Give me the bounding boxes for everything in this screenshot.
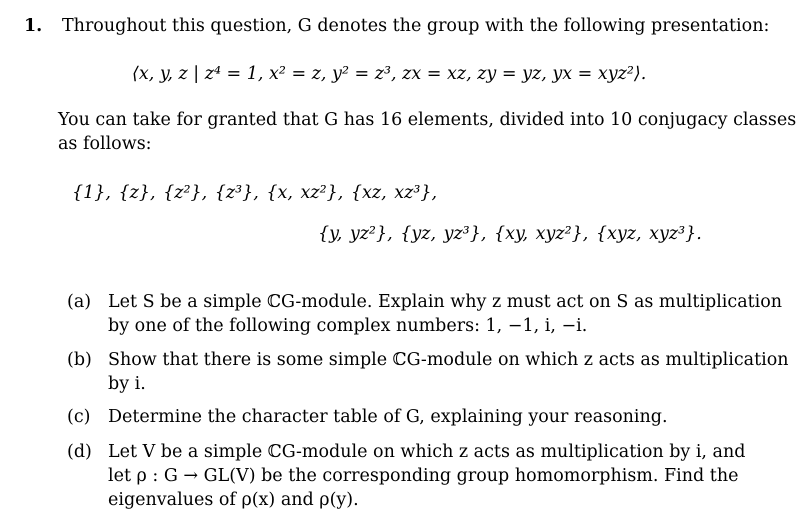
part-d-line-1: Let V be a simple ℂG-module on which z acts as multiplication by i, and xyxy=(108,442,746,462)
part-a-label: (a) xyxy=(67,292,92,312)
conjugacy-classes-row-2: {y, yz²}, {yz, yz³}, {xy, xyz²}, {xyz, xyz³}. xyxy=(318,224,702,244)
conjugacy-classes-row-1: {1}, {z}, {z²}, {z³}, {x, xz²}, {xz, xz³}, xyxy=(72,183,438,203)
part-d-line-3: eigenvalues of ρ(x) and ρ(y). xyxy=(108,490,359,510)
question-intro: Throughout this question, G denotes the group with the following presentation: xyxy=(62,16,770,36)
part-a-line-1: Let S be a simple ℂG-module. Explain why z must act on S as multiplication xyxy=(108,292,783,312)
part-d-line-2: let ρ : G → GL(V) be the corresponding group homomorphism. Find the xyxy=(108,466,739,486)
part-c-label: (c) xyxy=(67,407,91,427)
part-b-line-1: Show that there is some simple ℂG-module on which z acts as multiplication xyxy=(108,350,789,370)
part-b-line-2: by i. xyxy=(108,374,146,394)
part-c-line-1: Determine the character table of G, explaining your reasoning. xyxy=(108,407,668,427)
granted-text-line-2: as follows: xyxy=(58,134,152,154)
group-presentation: ⟨x, y, z | z⁴ = 1, x² = z, y² = z³, zx = xz, zy = yz, yx = xyz²⟩. xyxy=(132,64,647,84)
question-number: 1. xyxy=(24,16,43,36)
granted-text-line-1: You can take for granted that G has 16 elements, divided into 10 conjugacy classes xyxy=(58,110,797,130)
part-a-line-2: by one of the following complex numbers: 1, −1, i, −i. xyxy=(108,316,588,336)
part-d-label: (d) xyxy=(67,442,92,462)
part-b-label: (b) xyxy=(67,350,92,370)
